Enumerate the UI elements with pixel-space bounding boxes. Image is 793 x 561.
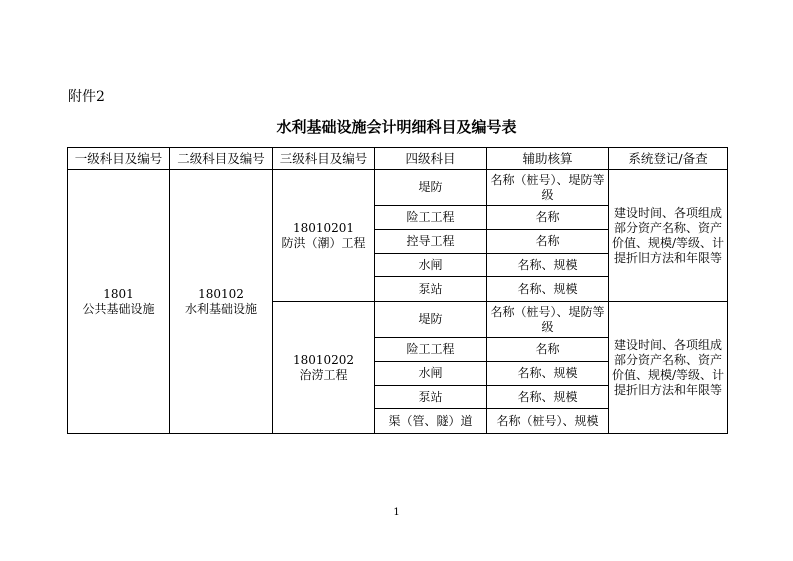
level2-cell — [170, 170, 273, 434]
level4-cell: 险工工程 — [375, 206, 487, 230]
level4-cell: 水闸 — [375, 362, 487, 386]
attachment-label: 附件2 — [68, 89, 105, 105]
aux-cell: 名称（桩号）、堤防等级 — [487, 302, 609, 338]
aux-cell: 名称、规模 — [487, 254, 609, 277]
header-remark: 系统登记/备查 — [609, 148, 728, 170]
level4-cell: 泵站 — [375, 386, 487, 409]
aux-cell: 名称、规模 — [487, 362, 609, 386]
level3-cell — [273, 302, 375, 434]
header-level1: 一级科目及编号 — [68, 148, 170, 170]
level4-cell: 泵站 — [375, 277, 487, 302]
page-number: 1 — [393, 507, 400, 518]
level4-cell: 险工工程 — [375, 338, 487, 362]
level3-code: 18010201 — [292, 220, 355, 235]
aux-cell: 名称 — [487, 206, 609, 230]
level4-cell: 渠（管、隧）道 — [375, 409, 487, 434]
aux-cell: 名称（桩号）、规模 — [487, 409, 609, 434]
header-aux: 辅助核算 — [487, 148, 609, 170]
level3-cell — [273, 170, 375, 302]
aux-cell: 名称 — [487, 230, 609, 254]
level1-name: 公共基础设施 — [82, 301, 155, 316]
level2-name: 水利基础设施 — [184, 301, 257, 316]
level3-name: 防洪（潮）工程 — [281, 235, 366, 250]
level4-cell: 堤防 — [375, 302, 487, 338]
level3-code: 18010202 — [292, 352, 355, 367]
level4-cell: 水闸 — [375, 254, 487, 277]
level4-cell: 控导工程 — [375, 230, 487, 254]
remark-cell: 建设时间、各项组成部分资产名称、资产价值、规模/等级、计提折旧方法和年限等 — [609, 302, 728, 434]
level4-cell: 堤防 — [375, 170, 487, 206]
level2-code: 180102 — [198, 286, 244, 301]
account-table — [67, 147, 728, 434]
header-level4: 四级科目 — [375, 148, 487, 170]
remark-cell: 建设时间、各项组成部分资产名称、资产价值、规模/等级、计提折旧方法和年限等 — [609, 170, 728, 302]
aux-cell: 名称（桩号）、堤防等级 — [487, 170, 609, 206]
header-level2: 二级科目及编号 — [170, 148, 273, 170]
aux-cell: 名称 — [487, 338, 609, 362]
document-title: 水利基础设施会计明细科目及编号表 — [276, 118, 517, 136]
level1-code: 1801 — [103, 286, 134, 301]
table-header-row — [68, 148, 728, 170]
table-row — [68, 170, 728, 206]
aux-cell: 名称、规模 — [487, 386, 609, 409]
level3-name: 治涝工程 — [299, 367, 348, 382]
aux-cell: 名称、规模 — [487, 277, 609, 302]
header-level3: 三级科目及编号 — [273, 148, 375, 170]
level1-cell — [68, 170, 170, 434]
